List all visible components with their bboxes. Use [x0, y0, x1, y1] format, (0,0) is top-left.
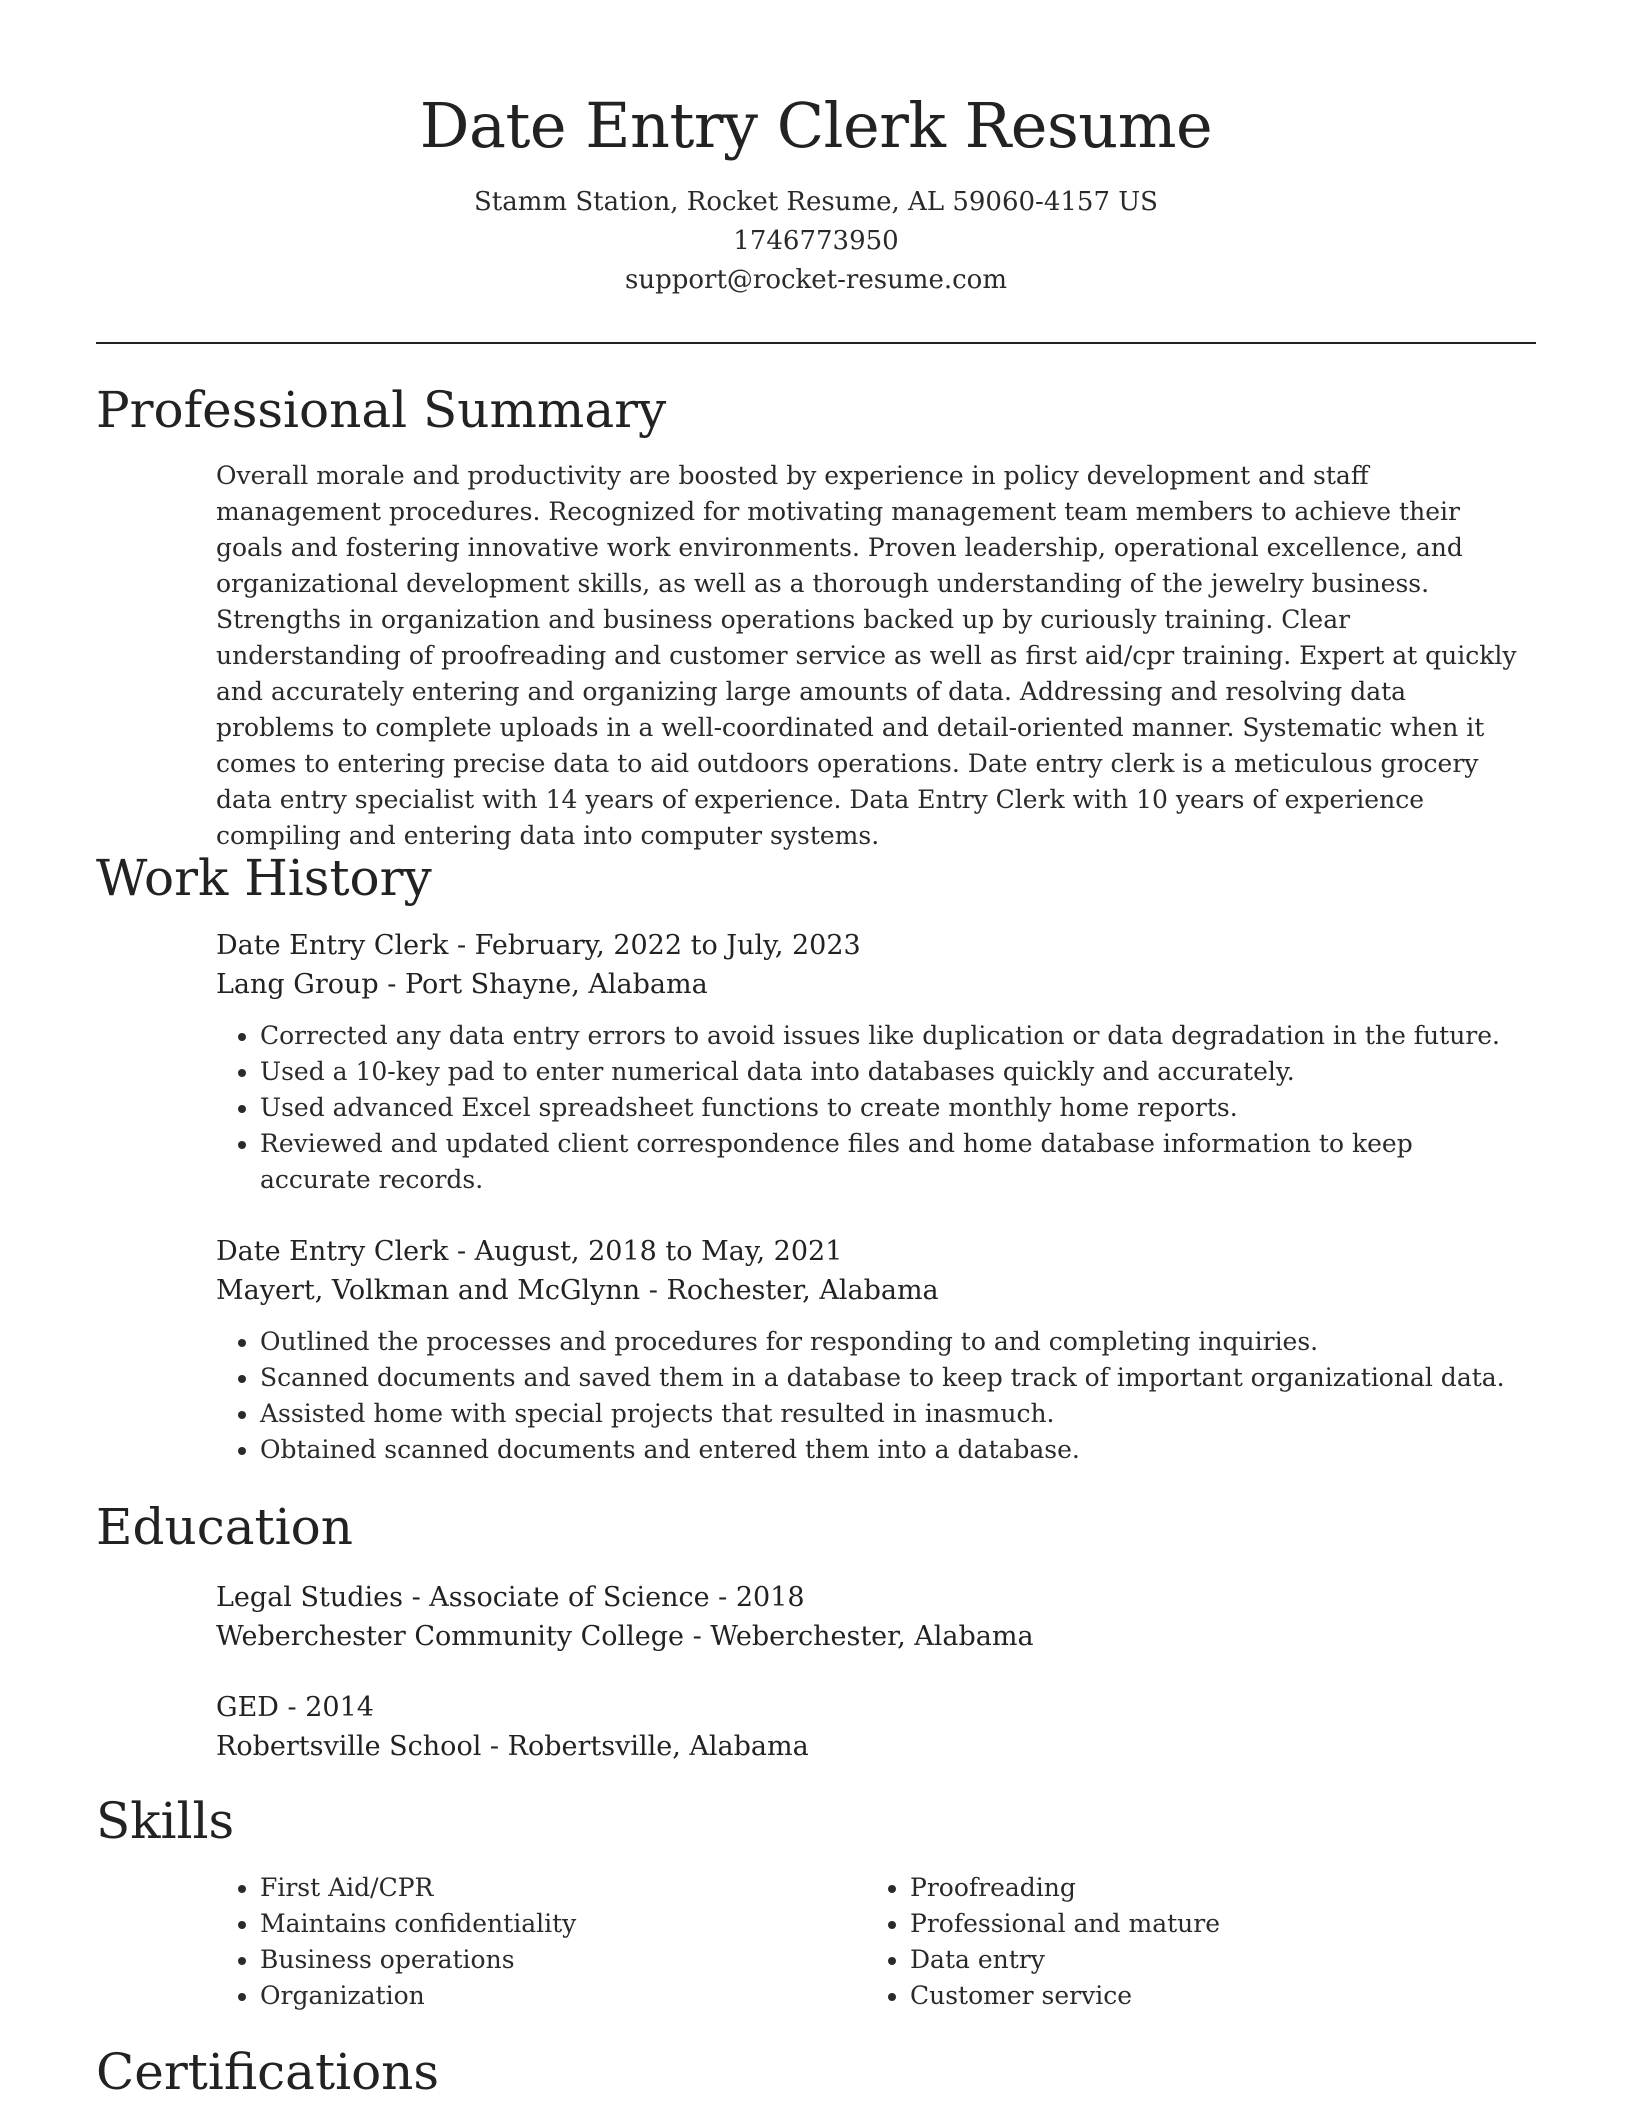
- skills-column-left: [216, 1870, 866, 2014]
- job-entry: [216, 1232, 1526, 1468]
- header-divider: [96, 342, 1536, 344]
- job-bullet: • Corrected any data entry errors to avoid issues like duplication or data degradation in the future.: [260, 1018, 1526, 1054]
- education-entry: [216, 1578, 1526, 1656]
- summary-block: [216, 458, 1526, 854]
- job-company-line: Lang Group - Port Shayne, Alabama: [216, 969, 708, 1000]
- skills-columns: [216, 1870, 1526, 2014]
- job-bullets: [216, 1324, 1526, 1468]
- job-bullet: • Used advanced Excel spreadsheet functions to create monthly home reports.: [260, 1090, 1526, 1126]
- degree-line: GED - 2014: [216, 1692, 374, 1723]
- education-entry: [216, 1688, 1526, 1766]
- job-bullets: [216, 1018, 1526, 1198]
- skills-list: [216, 1870, 866, 2014]
- contact-phone: 1746773950: [733, 226, 899, 256]
- resume-title: Date Entry Clerk Resume: [419, 89, 1213, 162]
- job-bullet: • Reviewed and updated client correspondence files and home database information to keep accurate records.: [260, 1126, 1526, 1198]
- resume-header: [96, 78, 1536, 300]
- skill-item: • First Aid/CPR: [260, 1870, 866, 1906]
- skill-item: • Business operations: [260, 1942, 866, 1978]
- contact-block: [96, 183, 1536, 300]
- job-bullet: • Used a 10-key pad to enter numerical data into databases quickly and accurately.: [260, 1054, 1526, 1090]
- skill-item: • Data entry: [910, 1942, 1516, 1978]
- skills-column-right: [866, 1870, 1516, 2014]
- skills-block: [216, 1870, 1526, 2014]
- job-bullet: • Scanned documents and saved them in a database to keep track of important organizational data.: [260, 1360, 1526, 1396]
- school-line: Robertsville School - Robertsville, Alabama: [216, 1731, 809, 1762]
- job-entry: [216, 926, 1526, 1198]
- skill-item: • Professional and mature: [910, 1906, 1516, 1942]
- work-history-heading: Work History: [96, 849, 432, 907]
- skill-item: • Proofreading: [910, 1870, 1516, 1906]
- job-bullet: • Assisted home with special projects that resulted in inasmuch.: [260, 1396, 1526, 1432]
- skill-item: • Organization: [260, 1978, 866, 2014]
- education-heading: Education: [96, 1498, 353, 1556]
- job-bullet: • Obtained scanned documents and entered them into a database.: [260, 1432, 1526, 1468]
- skill-item: • Maintains confidentiality: [260, 1906, 866, 1942]
- summary-text: Overall morale and productivity are boosted by experience in policy development and staff management procedures. Recognized for motivating management team members to achieve their goals and fostering innovative work environments. Proven leadership, operational excellence, and organizational development skills, as well as a thorough understanding of the jewelry business. Strengths in organization and business operations backed up by curiously training. Clear understanding of proofreading and customer service as well as first aid/cpr training. Expert at quickly and accurately entering and organizing large amounts of data. Addressing and resolving data problems to complete uploads in a well-coordinated and detail-oriented manner. Systematic when it comes to entering precise data to aid outdoors operations. Date entry clerk is a meticulous grocery data entry specialist with 14 years of experience. Data Entry Clerk with 10 years of experience compiling and entering data into computer systems.: [216, 461, 1517, 850]
- job-title-line: Date Entry Clerk - August, 2018 to May, 2021: [216, 1236, 843, 1267]
- contact-address: Stamm Station, Rocket Resume, AL 59060-4157 US: [473, 187, 1158, 217]
- job-title-line: Date Entry Clerk - February, 2022 to July, 2023: [216, 930, 861, 961]
- job-bullet: • Outlined the processes and procedures for responding to and completing inquiries.: [260, 1324, 1526, 1360]
- skills-heading: Skills: [96, 1792, 235, 1850]
- school-line: Weberchester Community College - Weberchester, Alabama: [216, 1621, 1034, 1652]
- skills-list: [866, 1870, 1516, 2014]
- skill-item: • Customer service: [910, 1978, 1516, 2014]
- contact-email: support@rocket-resume.com: [624, 265, 1007, 295]
- job-company-line: Mayert, Volkman and McGlynn - Rochester, Alabama: [216, 1275, 939, 1306]
- degree-line: Legal Studies - Associate of Science - 2018: [216, 1582, 805, 1613]
- summary-heading: Professional Summary: [96, 381, 667, 439]
- certifications-heading: Certifications: [96, 2043, 440, 2101]
